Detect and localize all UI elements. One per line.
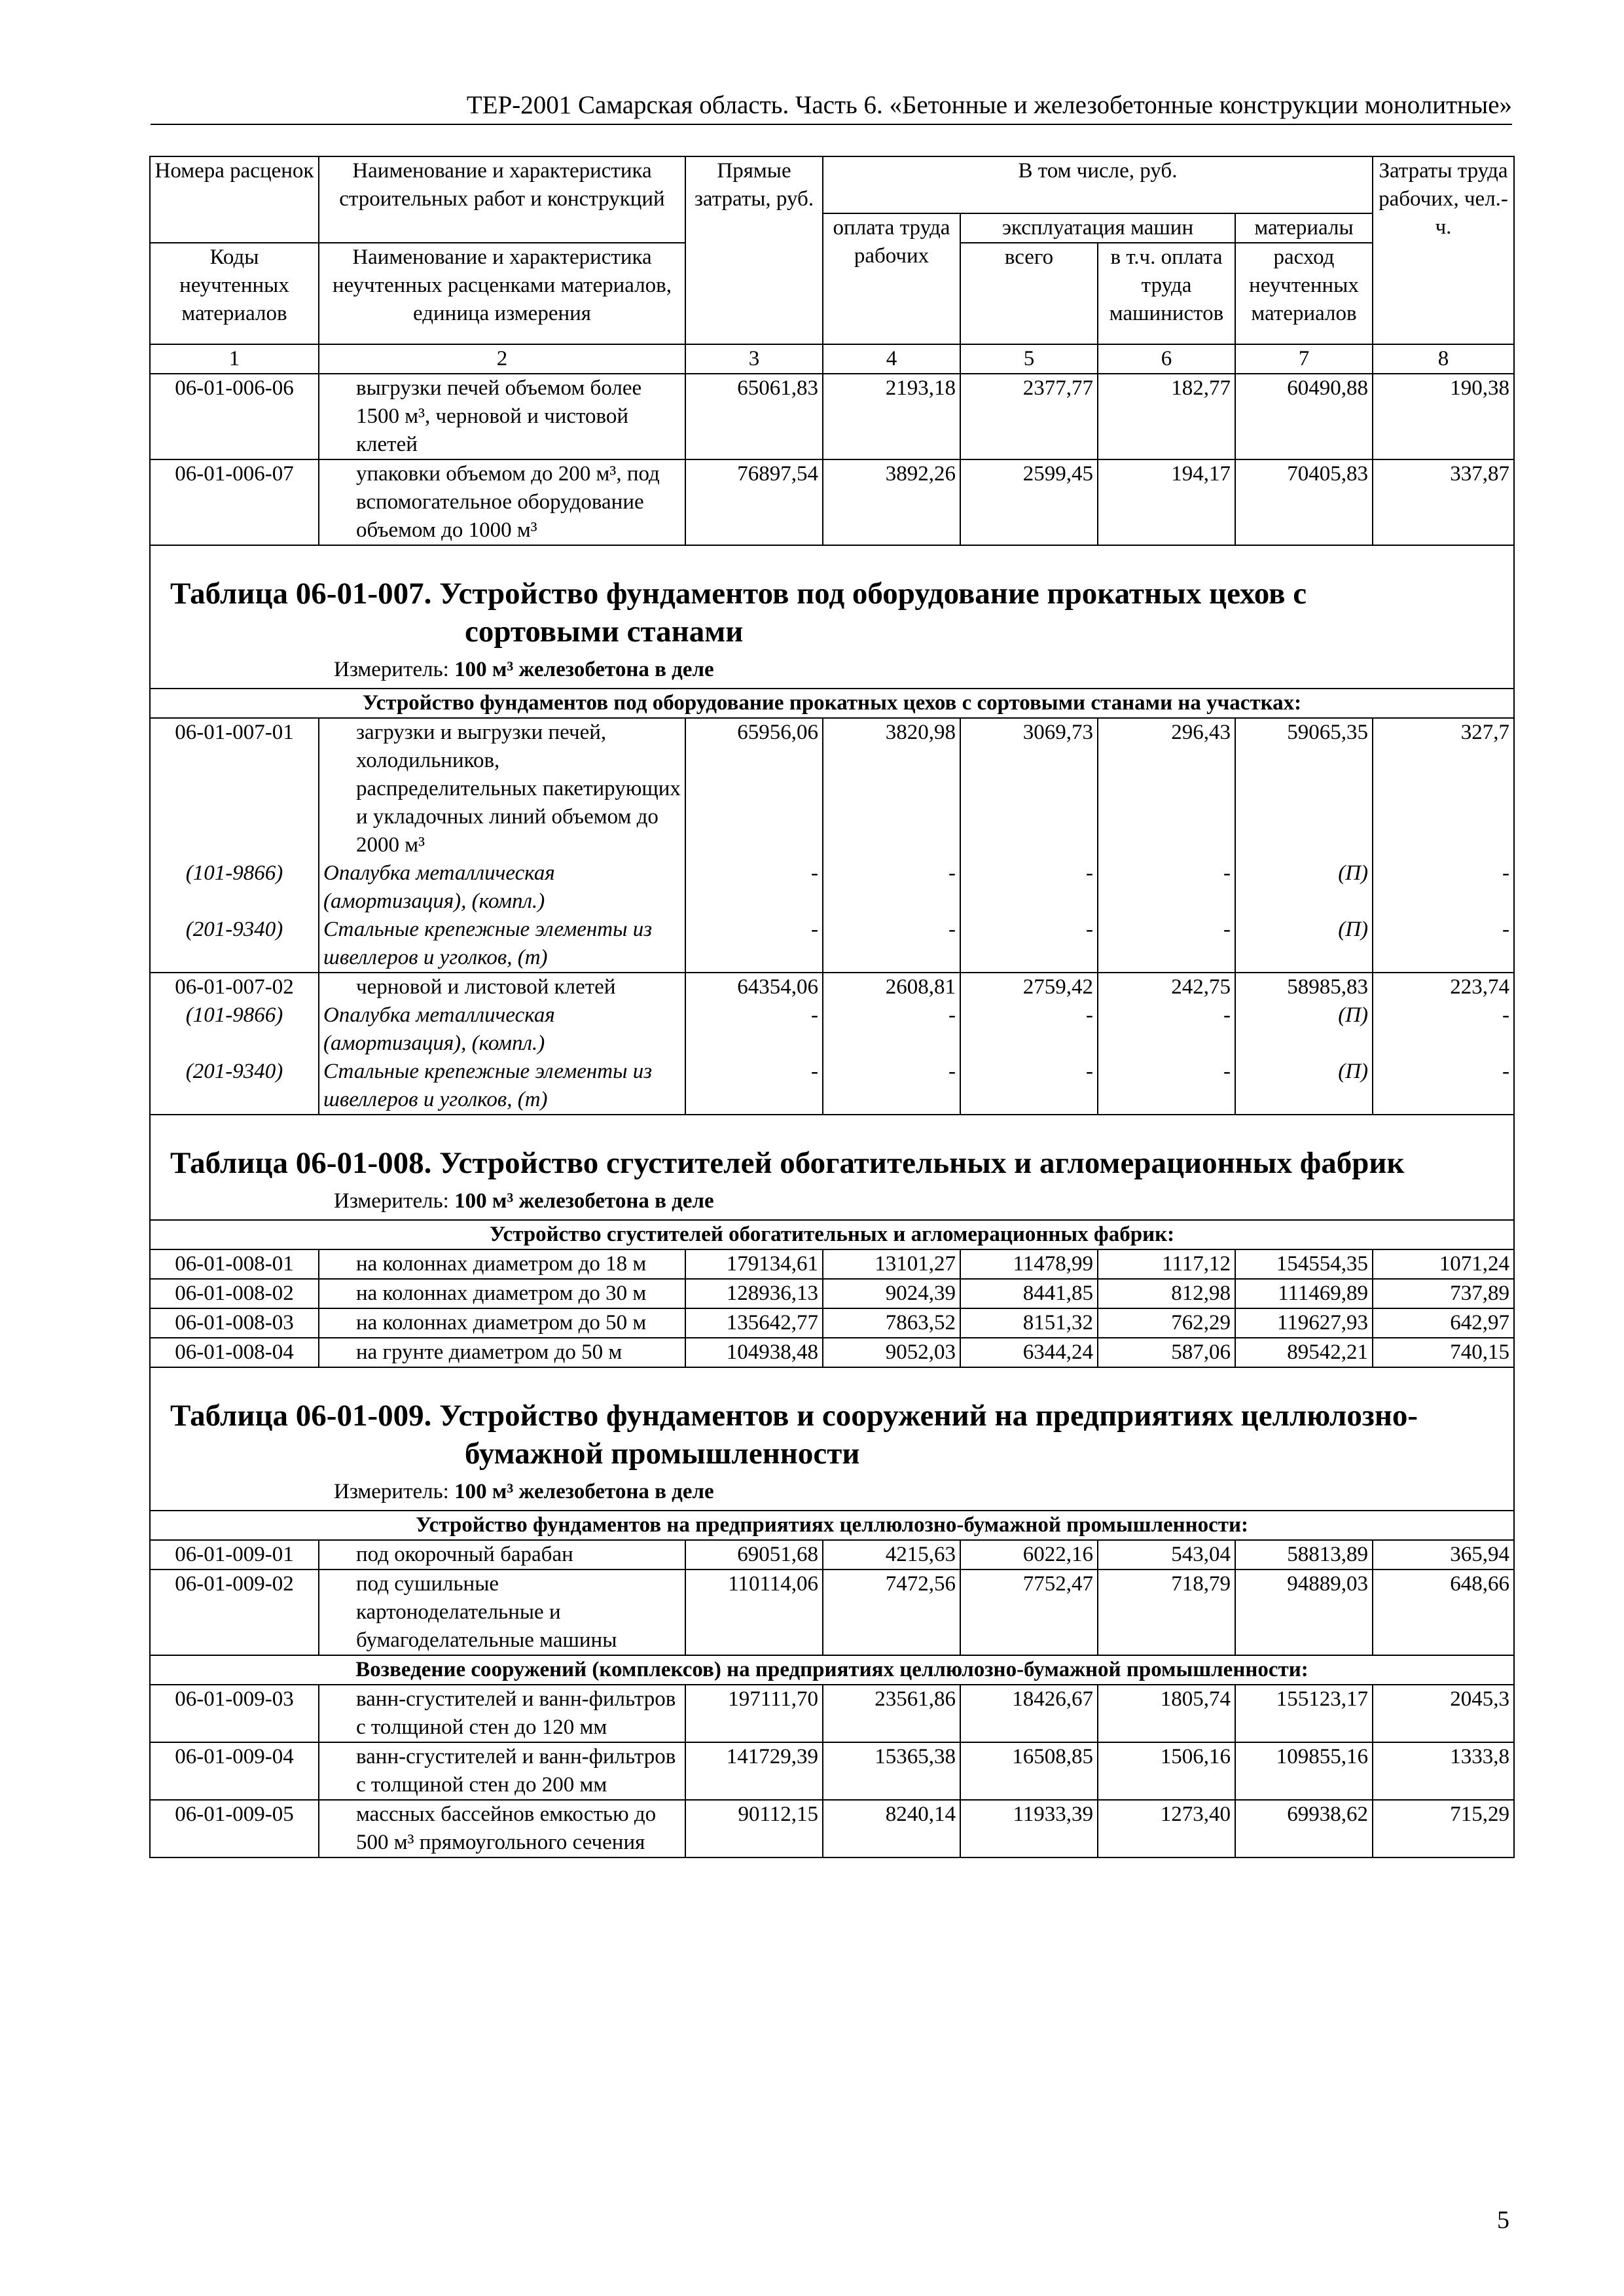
section-row: Устройство сгустителей обогатительных и агломерационных фабрик:: [150, 1220, 1514, 1249]
table-008-title-row: [150, 1115, 1514, 1220]
col-mat-unaccounted: расход неучтенных материалов: [1235, 243, 1373, 344]
table-row: 06-01-009-01 под окорочный барабан 69051,68 4215,63 6022,16 543,04 58813,89 365,94: [150, 1540, 1514, 1570]
running-header: ТЕР-2001 Самарская область. Часть 6. «Бетонные и железобетонные конструкции монолитные»: [151, 90, 1512, 125]
material-row: (201-9340) Стальные крепежные элементы из швеллеров и уголков, (т) - - - - (П) -: [150, 916, 1514, 973]
rates-table: [149, 156, 1515, 1858]
table-009-title: Таблица 06-01-009. Устройство фундаментов и сооружений на предприятиях целлюлозно- бумажной промышленности: [170, 1399, 1418, 1471]
col-labor: Затраты труда рабочих, чел.-ч.: [1373, 156, 1514, 344]
col-codes-bottom: Коды неучтенных материалов: [150, 243, 319, 344]
col-name-top: Наименование и характеристика строительных работ и конструкций: [319, 156, 685, 213]
col-labor-pay: оплата труда рабочих: [823, 213, 960, 344]
page-number: 5: [1497, 2206, 1509, 2234]
table-row: 06-01-009-04 ванн-сгустителей и ванн-фильтров с толщиной стен до 200 мм 141729,39 15365,38 16508,85 1506,16 109855,16 1333,8: [150, 1742, 1514, 1800]
column-numbers-row: 1 2 3 4 5 6 7 8: [150, 344, 1514, 374]
table-009-title-row: [150, 1367, 1514, 1511]
table-row: 06-01-006-06 выгрузки печей объемом более 1500 м³, черновой и чистовой клетей 65061,83 2193,18 2377,77 182,77 60490,88 190,38: [150, 374, 1514, 459]
table-row: 06-01-008-03 на колоннах диаметром до 50 м 135642,77 7863,52 8151,32 762,29 119627,93 642,97: [150, 1308, 1514, 1338]
material-row: (201-9340) Стальные крепежные элементы из швеллеров и уголков, (т) - - - - (П) -: [150, 1058, 1514, 1115]
table-008-title: Таблица 06-01-008. Устройство сгустителей обогатительных и агломерационных фабрик: [170, 1146, 1405, 1180]
table-row: 06-01-007-02 черновой и листовой клетей 64354,06 2608,81 2759,42 242,75 58985,83 223,74: [150, 973, 1514, 1001]
table-007-measure: Измеритель: 100 м³ железобетона в деле: [334, 658, 714, 681]
material-row: (101-9866) Опалубка металлическая (амортизация), (компл.) - - - - (П) -: [150, 1001, 1514, 1058]
header-row-1: [150, 156, 1514, 213]
col-m-total: всего: [960, 243, 1098, 344]
col-incl: В том числе, руб.: [823, 156, 1373, 213]
table-row: 06-01-008-02 на колоннах диаметром до 30 м 128936,13 9024,39 8441,85 812,98 111469,89 737,89: [150, 1279, 1514, 1308]
table-007-title-row: [150, 545, 1514, 689]
material-row: (101-9866) Опалубка металлическая (амортизация), (компл.) - - - - (П) -: [150, 859, 1514, 916]
table-row: 06-01-007-01 загрузки и выгрузки печей, холодильников, распределительных пакетирующих и укладочных линий объемом до 2000 м³ 65956,06 3820,98 3069,73 296,43 59065,35 327,7: [150, 718, 1514, 859]
table-008-measure: Измеритель: 100 м³ железобетона в деле: [334, 1189, 714, 1213]
col-name-bottom: Наименование и характеристика неучтенных расценками материалов, единица измерения: [319, 243, 685, 344]
col-codes-top: Номера расценок: [150, 156, 319, 213]
section-row: Возведение сооружений (комплексов) на предприятиях целлюлозно-бумажной промышленности:: [150, 1655, 1514, 1685]
table-009-measure: Измеритель: 100 м³ железобетона в деле: [334, 1480, 714, 1503]
col-direct: Прямые затраты, руб.: [685, 156, 823, 344]
col-m-incl: в т.ч. оплата труда машинистов: [1098, 243, 1235, 344]
col-materials: материалы: [1235, 213, 1373, 243]
table-row: 06-01-009-02 под сушильные картоноделательные и бумагоделательные машины 110114,06 7472,56 7752,47 718,79 94889,03 648,66: [150, 1570, 1514, 1655]
header-row-2: [150, 213, 1514, 243]
col-machines: эксплуатация машин: [960, 213, 1235, 243]
section-row: Устройство фундаментов под оборудование прокатных цехов с сортовыми станами на участках:: [150, 689, 1514, 718]
table-007-title: Таблица 06-01-007. Устройство фундаментов под оборудование прокатных цехов с сортовыми станами: [170, 577, 1307, 649]
section-row: Устройство фундаментов на предприятиях целлюлозно-бумажной промышленности:: [150, 1511, 1514, 1540]
table-row: 06-01-009-05 массных бассейнов емкостью до 500 м³ прямоугольного сечения 90112,15 8240,14 11933,39 1273,40 69938,62 715,29: [150, 1800, 1514, 1857]
table-row: 06-01-006-07 упаковки объемом до 200 м³, под вспомогательное оборудование объемом до 1000 м³ 76897,54 3892,26 2599,45 194,17 70405,83 337,87: [150, 459, 1514, 545]
table-row: 06-01-008-01 на колоннах диаметром до 18 м 179134,61 13101,27 11478,99 1117,12 154554,35 1071,24: [150, 1249, 1514, 1279]
table-row: 06-01-009-03 ванн-сгустителей и ванн-фильтров с толщиной стен до 120 мм 197111,70 23561,86 18426,67 1805,74 155123,17 2045,3: [150, 1685, 1514, 1742]
table-row: 06-01-008-04 на грунте диаметром до 50 м 104938,48 9052,03 6344,24 587,06 89542,21 740,15: [150, 1338, 1514, 1367]
